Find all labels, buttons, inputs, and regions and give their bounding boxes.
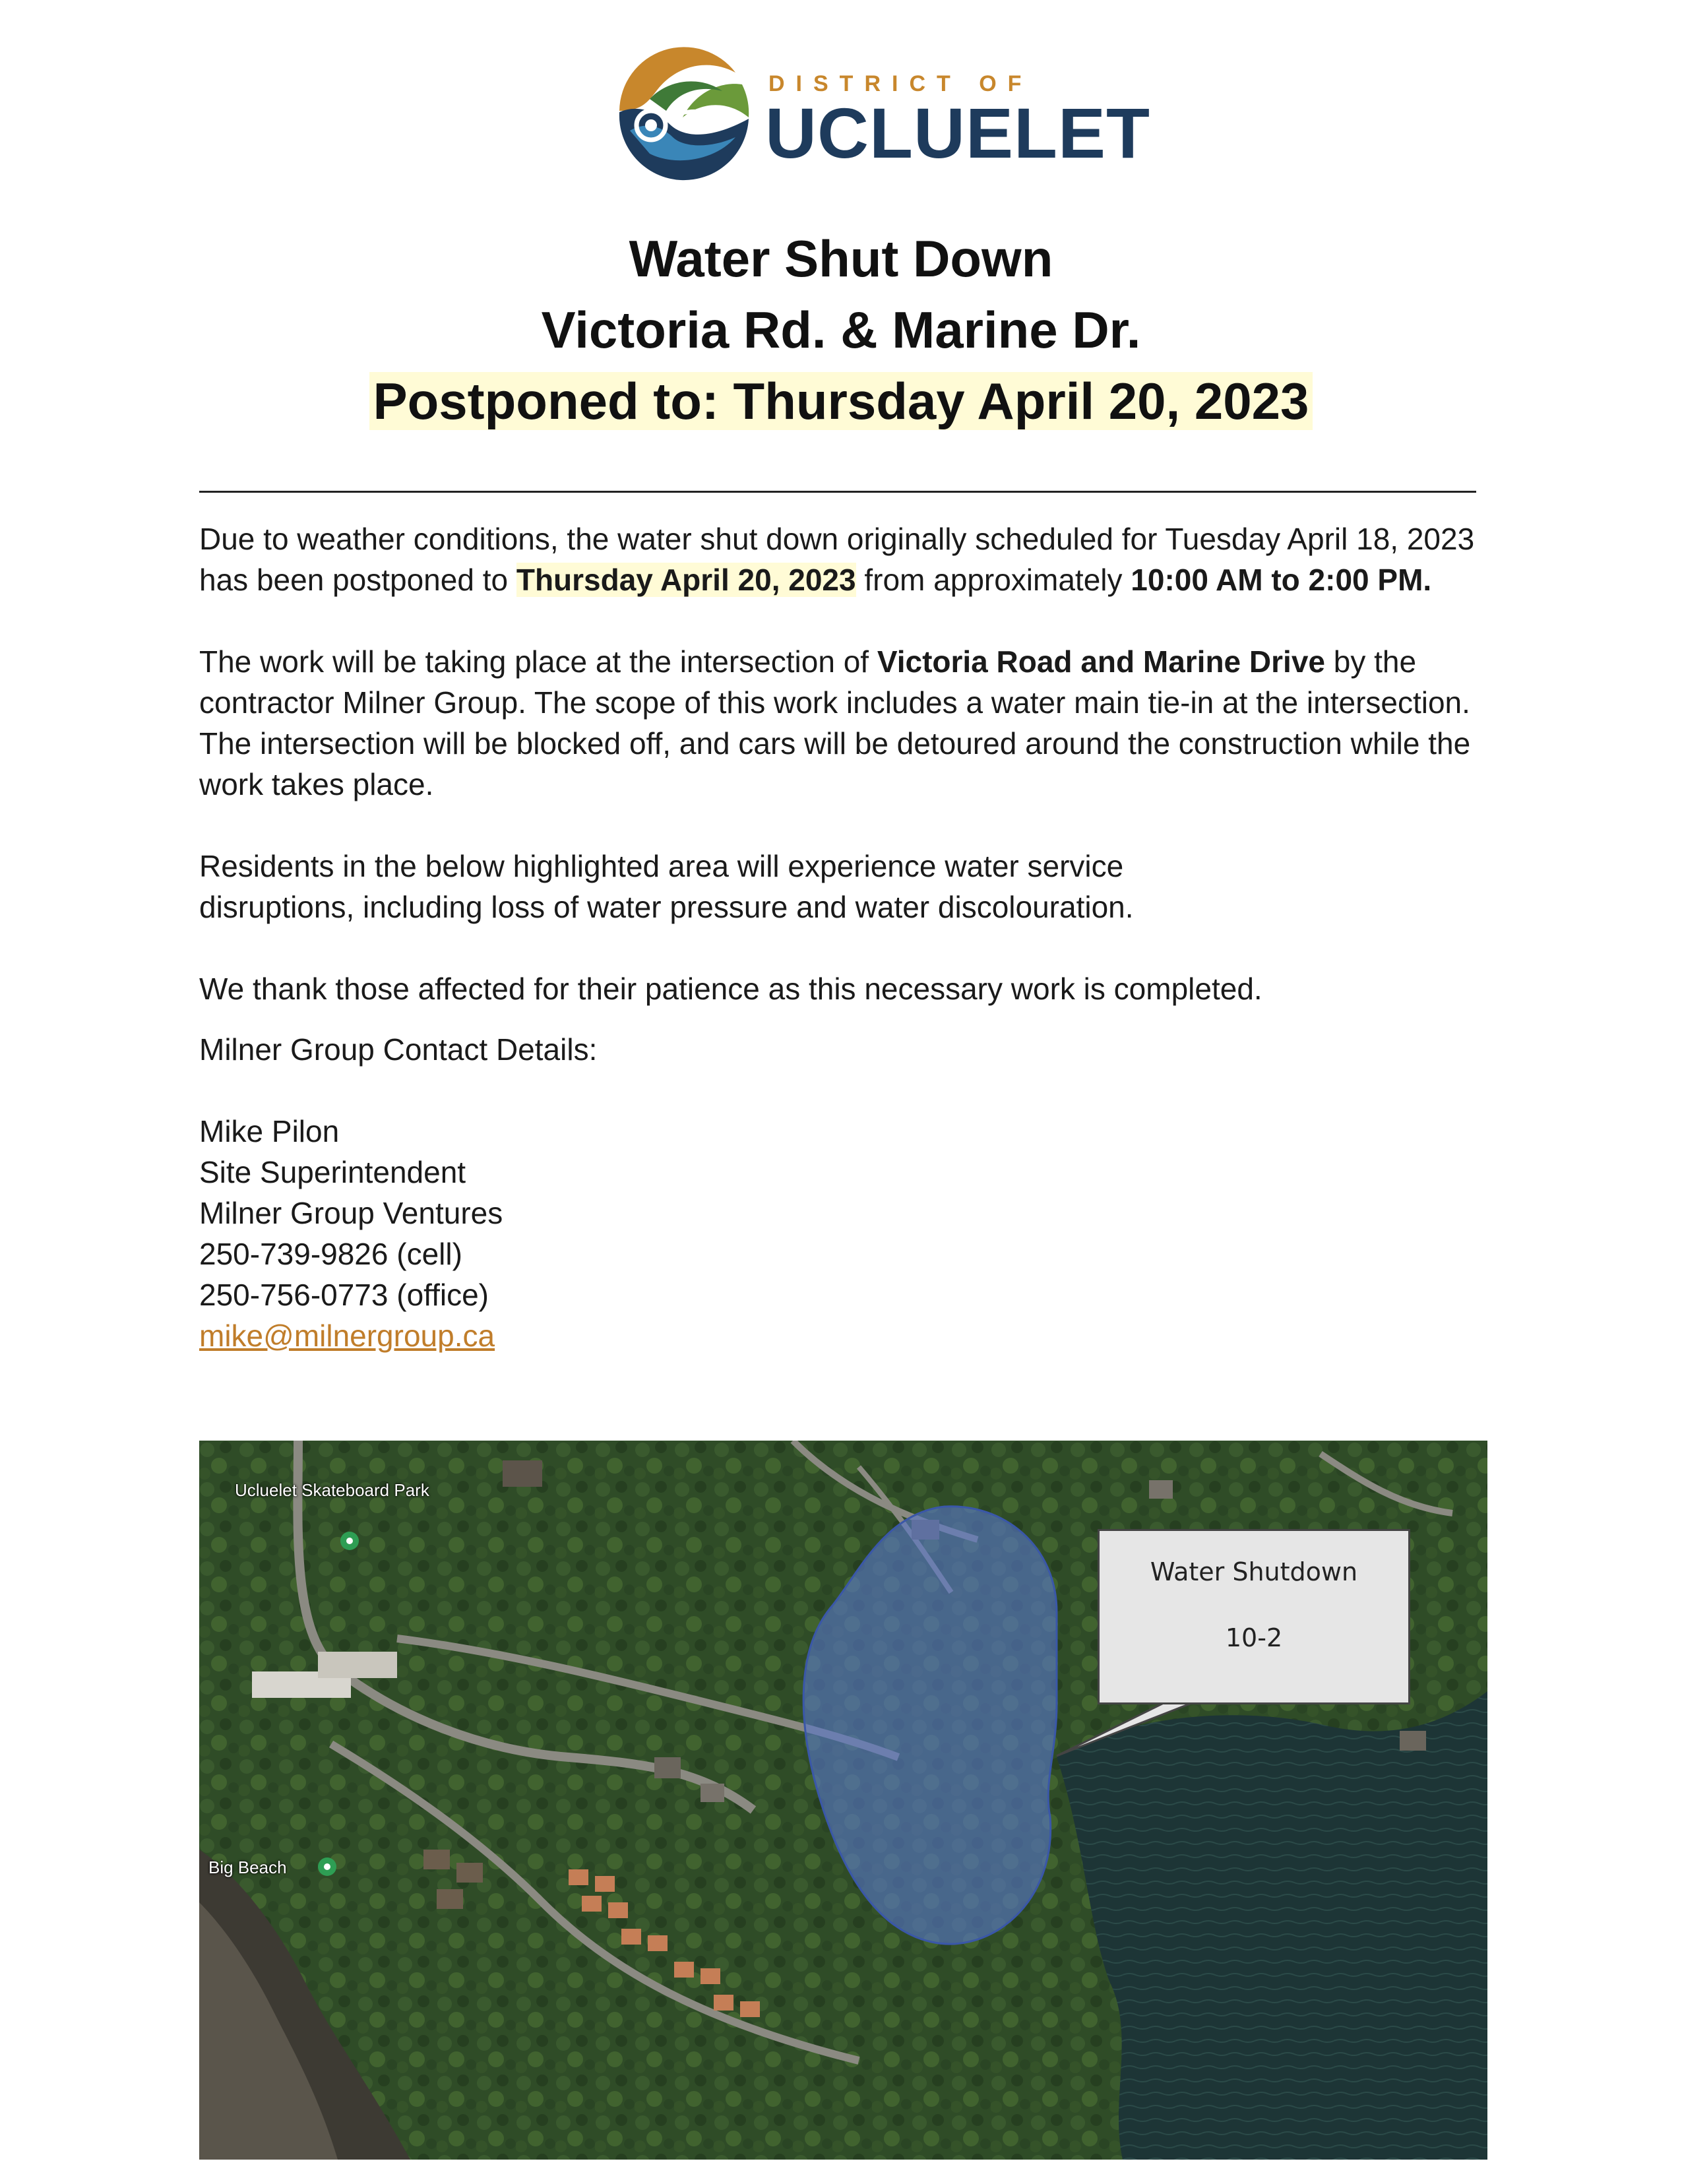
contact-office: 250-756-0773 (office) xyxy=(199,1278,489,1312)
paragraph-residents: Residents in the below highlighted area will experience water service disruptions, including loss of water pressure and water discolouration. xyxy=(199,849,1134,924)
location-text-2: by the contractor Milner Group. The scope of this work includes a water main tie-in at the intersection. The intersection will be blocked off, and cars will be detoured around the construction while the work takes place. xyxy=(199,644,1471,801)
paragraph-thanks: We thank those affected for their patience as this necessary work is completed. xyxy=(199,972,1262,1006)
schedule-text-2: from approximately xyxy=(856,563,1131,597)
notice-title xyxy=(0,223,1682,437)
label-skateboard-park: Ucluelet Skateboard Park xyxy=(235,1480,429,1500)
title-line-2: Victoria Rd. & Marine Dr. xyxy=(541,301,1141,359)
contact-cell: 250-739-9826 (cell) xyxy=(199,1237,462,1271)
shutdown-area-map xyxy=(199,1441,1487,2160)
title-divider xyxy=(199,491,1476,493)
label-big-beach: Big Beach xyxy=(208,1857,287,1877)
ucluelet-emblem-icon xyxy=(610,38,759,183)
paragraph-schedule xyxy=(199,518,1492,600)
title-postponed-date: Postponed to: Thursday April 20, 2023 xyxy=(369,372,1313,430)
paragraph-location xyxy=(199,641,1492,805)
title-line-1: Water Shut Down xyxy=(629,230,1053,288)
logo-district-of: DISTRICT OF xyxy=(768,71,1033,96)
title-line-3 xyxy=(0,365,1682,437)
contact-name: Mike Pilon xyxy=(199,1114,340,1148)
schedule-text: Due to weather conditions, the water shut down originally scheduled for Tuesday April 18, 2023 has been postponed to xyxy=(199,522,1475,597)
shutdown-time: 10:00 AM to 2:00 PM. xyxy=(1131,563,1432,597)
contact-company: Milner Group Ventures xyxy=(199,1196,503,1230)
logo-town-name: UCLUELET xyxy=(765,93,1150,173)
water-shutdown-callout xyxy=(1098,1529,1410,1704)
district-logo xyxy=(610,38,1150,183)
callout-code: 10-2 xyxy=(1225,1623,1283,1652)
contact-details xyxy=(199,1111,1492,1356)
new-date: Thursday April 20, 2023 xyxy=(516,563,856,597)
contact-email-link[interactable]: mike@milnergroup.ca xyxy=(199,1319,495,1353)
location-text: The work will be taking place at the intersection of xyxy=(199,644,877,679)
contact-role: Site Superintendent xyxy=(199,1155,466,1189)
contact-heading: Milner Group Contact Details: xyxy=(199,1032,598,1067)
notice-body xyxy=(199,518,1492,1356)
work-location: Victoria Road and Marine Drive xyxy=(877,644,1325,679)
callout-title: Water Shutdown xyxy=(1150,1557,1358,1586)
